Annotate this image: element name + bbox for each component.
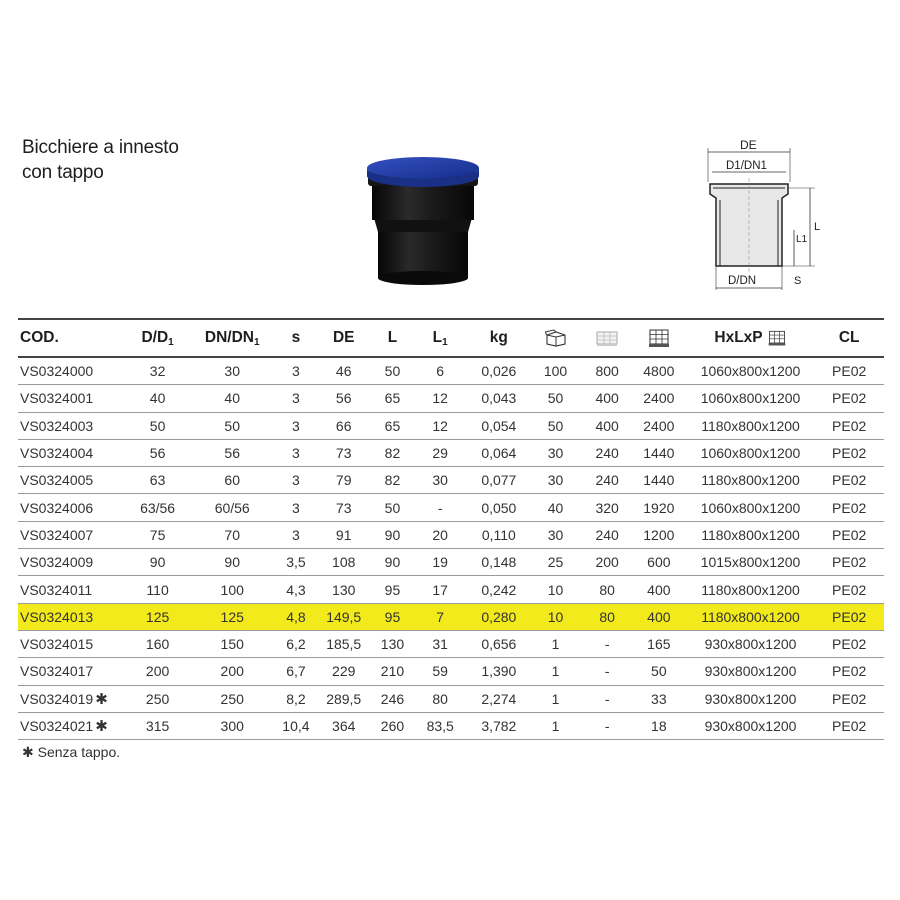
cell-box: 1 <box>528 712 584 739</box>
col-header-hxlxp: HxLxP <box>687 319 815 357</box>
cell-dims: 1015x800x1200 <box>687 549 815 576</box>
cell-l: 95 <box>375 603 411 630</box>
table-row <box>18 576 884 603</box>
cell-s: 6,2 <box>279 630 313 657</box>
cell-d: 110 <box>130 576 186 603</box>
cell-l1: 7 <box>410 603 470 630</box>
cell-dn: 100 <box>185 576 279 603</box>
label-d1-dn1: D1/DN1 <box>726 160 767 172</box>
cell-dn: 90 <box>185 549 279 576</box>
cell-pallet: 400 <box>631 603 687 630</box>
cell-l1: 6 <box>410 357 470 385</box>
col-header-cod: COD. <box>18 319 130 357</box>
cell-cod: VS0324006 <box>18 494 130 521</box>
col-header-dn: $DN/DN_1$ <box>185 319 279 357</box>
cell-dims: 1180x800x1200 <box>687 467 815 494</box>
cell-pallet: 4800 <box>631 357 687 385</box>
cell-l1: 19 <box>410 549 470 576</box>
cell-de: 91 <box>313 521 375 548</box>
cell-de: 289,5 <box>313 685 375 712</box>
cell-box: 25 <box>528 549 584 576</box>
cell-dims: 1060x800x1200 <box>687 439 815 466</box>
cell-l: 65 <box>375 385 411 412</box>
cell-kg: 3,782 <box>470 712 528 739</box>
table-row <box>18 549 884 576</box>
title-line-2: con tappo <box>22 162 104 183</box>
no-cap-marker: ✱ <box>95 690 108 708</box>
cell-layer: 400 <box>583 385 631 412</box>
cell-pallet: 400 <box>631 576 687 603</box>
cell-pallet: 2400 <box>631 385 687 412</box>
table-row <box>18 603 884 630</box>
cell-layer: 80 <box>583 603 631 630</box>
cell-dn: 150 <box>185 630 279 657</box>
cell-dims: 1060x800x1200 <box>687 385 815 412</box>
cell-layer: 320 <box>583 494 631 521</box>
cell-s: 4,8 <box>279 603 313 630</box>
cell-cod: VS0324013 <box>18 603 130 630</box>
cell-cl: PE02 <box>814 712 884 739</box>
cell-cl: PE02 <box>814 658 884 685</box>
cell-layer: 240 <box>583 467 631 494</box>
cell-d: 50 <box>130 412 186 439</box>
cell-dn: 60/56 <box>185 494 279 521</box>
cell-l: 90 <box>375 521 411 548</box>
cell-cl: PE02 <box>814 494 884 521</box>
cell-pallet: 18 <box>631 712 687 739</box>
box-icon <box>545 329 567 347</box>
cell-pallet: 1440 <box>631 439 687 466</box>
cell-layer: 800 <box>583 357 631 385</box>
cell-de: 185,5 <box>313 630 375 657</box>
cell-d: 32 <box>130 357 186 385</box>
cell-box: 30 <box>528 439 584 466</box>
cell-d: 56 <box>130 439 186 466</box>
cell-pallet: 1920 <box>631 494 687 521</box>
cell-cl: PE02 <box>814 685 884 712</box>
cell-box: 40 <box>528 494 584 521</box>
cell-l1: 12 <box>410 412 470 439</box>
table-header-row <box>18 319 884 357</box>
cell-cod: VS0324001 <box>18 385 130 412</box>
cell-de: 130 <box>313 576 375 603</box>
cell-d: 63 <box>130 467 186 494</box>
cell-cod: VS0324021 ✱ <box>18 712 130 739</box>
cell-l1: 31 <box>410 630 470 657</box>
cell-cod: VS0324003 <box>18 412 130 439</box>
table-row <box>18 658 884 685</box>
cell-de: 73 <box>313 494 375 521</box>
cell-cod: VS0324005 <box>18 467 130 494</box>
cell-layer: - <box>583 658 631 685</box>
label-l: L <box>814 221 821 233</box>
cell-de: 46 <box>313 357 375 385</box>
cell-cl: PE02 <box>814 467 884 494</box>
cell-l1: 59 <box>410 658 470 685</box>
cell-box: 10 <box>528 603 584 630</box>
cell-cod: VS0324007 <box>18 521 130 548</box>
cell-l: 260 <box>375 712 411 739</box>
cell-cl: PE02 <box>814 576 884 603</box>
cell-l: 50 <box>375 494 411 521</box>
cell-de: 56 <box>313 385 375 412</box>
cell-dn: 200 <box>185 658 279 685</box>
label-d-dn: D/DN <box>728 275 757 287</box>
cell-s: 10,4 <box>279 712 313 739</box>
cell-s: 3 <box>279 385 313 412</box>
pallet-dims-icon <box>767 329 787 347</box>
table-row <box>18 357 884 385</box>
label-l1: L1 <box>796 234 808 245</box>
cell-s: 3,5 <box>279 549 313 576</box>
cell-s: 3 <box>279 357 313 385</box>
cell-cl: PE02 <box>814 412 884 439</box>
table-row <box>18 439 884 466</box>
cell-dn: 40 <box>185 385 279 412</box>
cell-s: 6,7 <box>279 658 313 685</box>
cell-box: 50 <box>528 412 584 439</box>
cell-layer: - <box>583 712 631 739</box>
cell-dn: 70 <box>185 521 279 548</box>
cell-l1: 30 <box>410 467 470 494</box>
cell-kg: 0,148 <box>470 549 528 576</box>
cell-dims: 930x800x1200 <box>687 685 815 712</box>
table-row <box>18 685 884 712</box>
cell-l: 90 <box>375 549 411 576</box>
cell-l: 82 <box>375 439 411 466</box>
table-row <box>18 412 884 439</box>
cell-l1: 17 <box>410 576 470 603</box>
cell-cl: PE02 <box>814 439 884 466</box>
label-s: S <box>794 275 802 287</box>
cell-dims: 930x800x1200 <box>687 712 815 739</box>
cell-s: 8,2 <box>279 685 313 712</box>
cell-de: 108 <box>313 549 375 576</box>
cell-dims: 1180x800x1200 <box>687 412 815 439</box>
cell-d: 40 <box>130 385 186 412</box>
cell-cl: PE02 <box>814 630 884 657</box>
cell-cod: VS0324019 ✱ <box>18 685 130 712</box>
cell-box: 100 <box>528 357 584 385</box>
col-header-box <box>528 319 584 357</box>
technical-drawing <box>690 138 830 298</box>
cell-pallet: 2400 <box>631 412 687 439</box>
cell-d: 63/56 <box>130 494 186 521</box>
cell-dn: 125 <box>185 603 279 630</box>
cell-l1: 80 <box>410 685 470 712</box>
table-row <box>18 630 884 657</box>
cell-kg: 1,390 <box>470 658 528 685</box>
cell-layer: 200 <box>583 549 631 576</box>
cell-layer: 240 <box>583 521 631 548</box>
pallet-icon <box>647 328 671 348</box>
cell-cod: VS0324009 <box>18 549 130 576</box>
col-header-s: s <box>279 319 313 357</box>
table-row <box>18 385 884 412</box>
col-header-l: L <box>375 319 411 357</box>
cell-dims: 930x800x1200 <box>687 658 815 685</box>
cell-layer: 240 <box>583 439 631 466</box>
layer-icon <box>595 329 619 347</box>
cell-box: 1 <box>528 658 584 685</box>
cell-pallet: 165 <box>631 630 687 657</box>
cell-kg: 0,054 <box>470 412 528 439</box>
col-header-d: $D/D_1$ <box>130 319 186 357</box>
label-de: DE <box>740 138 757 152</box>
cell-l: 246 <box>375 685 411 712</box>
col-header-cl: CL <box>814 319 884 357</box>
cell-kg: 0,077 <box>470 467 528 494</box>
col-header-pallet <box>631 319 687 357</box>
cell-box: 50 <box>528 385 584 412</box>
cell-cod: VS0324011 <box>18 576 130 603</box>
cell-dn: 60 <box>185 467 279 494</box>
cell-box: 10 <box>528 576 584 603</box>
cell-cod: VS0324015 <box>18 630 130 657</box>
cell-l: 82 <box>375 467 411 494</box>
col-header-kg: kg <box>470 319 528 357</box>
cell-dn: 250 <box>185 685 279 712</box>
no-cap-marker: ✱ <box>95 718 108 735</box>
cell-kg: 0,280 <box>470 603 528 630</box>
cell-kg: 0,043 <box>470 385 528 412</box>
cell-dims: 1060x800x1200 <box>687 357 815 385</box>
footnote: ✱ Senza tappo. <box>22 744 121 760</box>
table-row <box>18 467 884 494</box>
cell-dn: 56 <box>185 439 279 466</box>
cell-s: 3 <box>279 439 313 466</box>
cell-l: 210 <box>375 658 411 685</box>
cell-pallet: 50 <box>631 658 687 685</box>
cell-de: 229 <box>313 658 375 685</box>
cell-cod: VS0324017 <box>18 658 130 685</box>
cell-kg: 0,110 <box>470 521 528 548</box>
cell-s: 3 <box>279 412 313 439</box>
cell-d: 200 <box>130 658 186 685</box>
cell-kg: 0,242 <box>470 576 528 603</box>
product-title <box>22 135 179 185</box>
cell-pallet: 1200 <box>631 521 687 548</box>
cell-cl: PE02 <box>814 385 884 412</box>
cell-box: 1 <box>528 685 584 712</box>
cell-layer: - <box>583 685 631 712</box>
cell-cl: PE02 <box>814 521 884 548</box>
cell-kg: 0,064 <box>470 439 528 466</box>
cell-l: 65 <box>375 412 411 439</box>
cell-l1: 29 <box>410 439 470 466</box>
cell-cl: PE02 <box>814 603 884 630</box>
cell-de: 364 <box>313 712 375 739</box>
cell-cl: PE02 <box>814 549 884 576</box>
cell-l1: 20 <box>410 521 470 548</box>
cell-dims: 1180x800x1200 <box>687 576 815 603</box>
cell-dims: 930x800x1200 <box>687 630 815 657</box>
cell-kg: 0,026 <box>470 357 528 385</box>
product-photo <box>360 148 500 288</box>
cell-dn: 50 <box>185 412 279 439</box>
cell-dims: 1180x800x1200 <box>687 603 815 630</box>
cell-box: 30 <box>528 521 584 548</box>
cell-d: 160 <box>130 630 186 657</box>
cell-d: 75 <box>130 521 186 548</box>
cell-cod: VS0324004 <box>18 439 130 466</box>
col-header-layer <box>583 319 631 357</box>
cell-l1: - <box>410 494 470 521</box>
cell-layer: - <box>583 630 631 657</box>
table-row <box>18 712 884 739</box>
cell-d: 315 <box>130 712 186 739</box>
cell-dn: 300 <box>185 712 279 739</box>
cell-l: 130 <box>375 630 411 657</box>
cell-cl: PE02 <box>814 357 884 385</box>
cell-s: 3 <box>279 521 313 548</box>
cell-d: 90 <box>130 549 186 576</box>
cell-dims: 1060x800x1200 <box>687 494 815 521</box>
table-row <box>18 521 884 548</box>
cell-layer: 400 <box>583 412 631 439</box>
cell-pallet: 1440 <box>631 467 687 494</box>
title-line-1: Bicchiere a innesto <box>22 137 179 158</box>
cell-l1: 83,5 <box>410 712 470 739</box>
table-row <box>18 494 884 521</box>
cell-kg: 0,050 <box>470 494 528 521</box>
cell-dims: 1180x800x1200 <box>687 521 815 548</box>
cell-s: 4,3 <box>279 576 313 603</box>
cell-de: 66 <box>313 412 375 439</box>
col-header-l1: $L_1$ <box>410 319 470 357</box>
cell-kg: 0,656 <box>470 630 528 657</box>
cell-l: 95 <box>375 576 411 603</box>
spec-table <box>18 318 884 740</box>
cell-pallet: 600 <box>631 549 687 576</box>
cell-de: 73 <box>313 439 375 466</box>
cell-box: 30 <box>528 467 584 494</box>
cell-pallet: 33 <box>631 685 687 712</box>
cell-kg: 2,274 <box>470 685 528 712</box>
cell-cod: VS0324000 <box>18 357 130 385</box>
col-header-de: DE <box>313 319 375 357</box>
cell-l1: 12 <box>410 385 470 412</box>
cell-d: 250 <box>130 685 186 712</box>
cell-box: 1 <box>528 630 584 657</box>
cell-l: 50 <box>375 357 411 385</box>
cell-layer: 80 <box>583 576 631 603</box>
cell-s: 3 <box>279 467 313 494</box>
cell-d: 125 <box>130 603 186 630</box>
cell-s: 3 <box>279 494 313 521</box>
cell-de: 149,5 <box>313 603 375 630</box>
cell-dn: 30 <box>185 357 279 385</box>
cell-de: 79 <box>313 467 375 494</box>
